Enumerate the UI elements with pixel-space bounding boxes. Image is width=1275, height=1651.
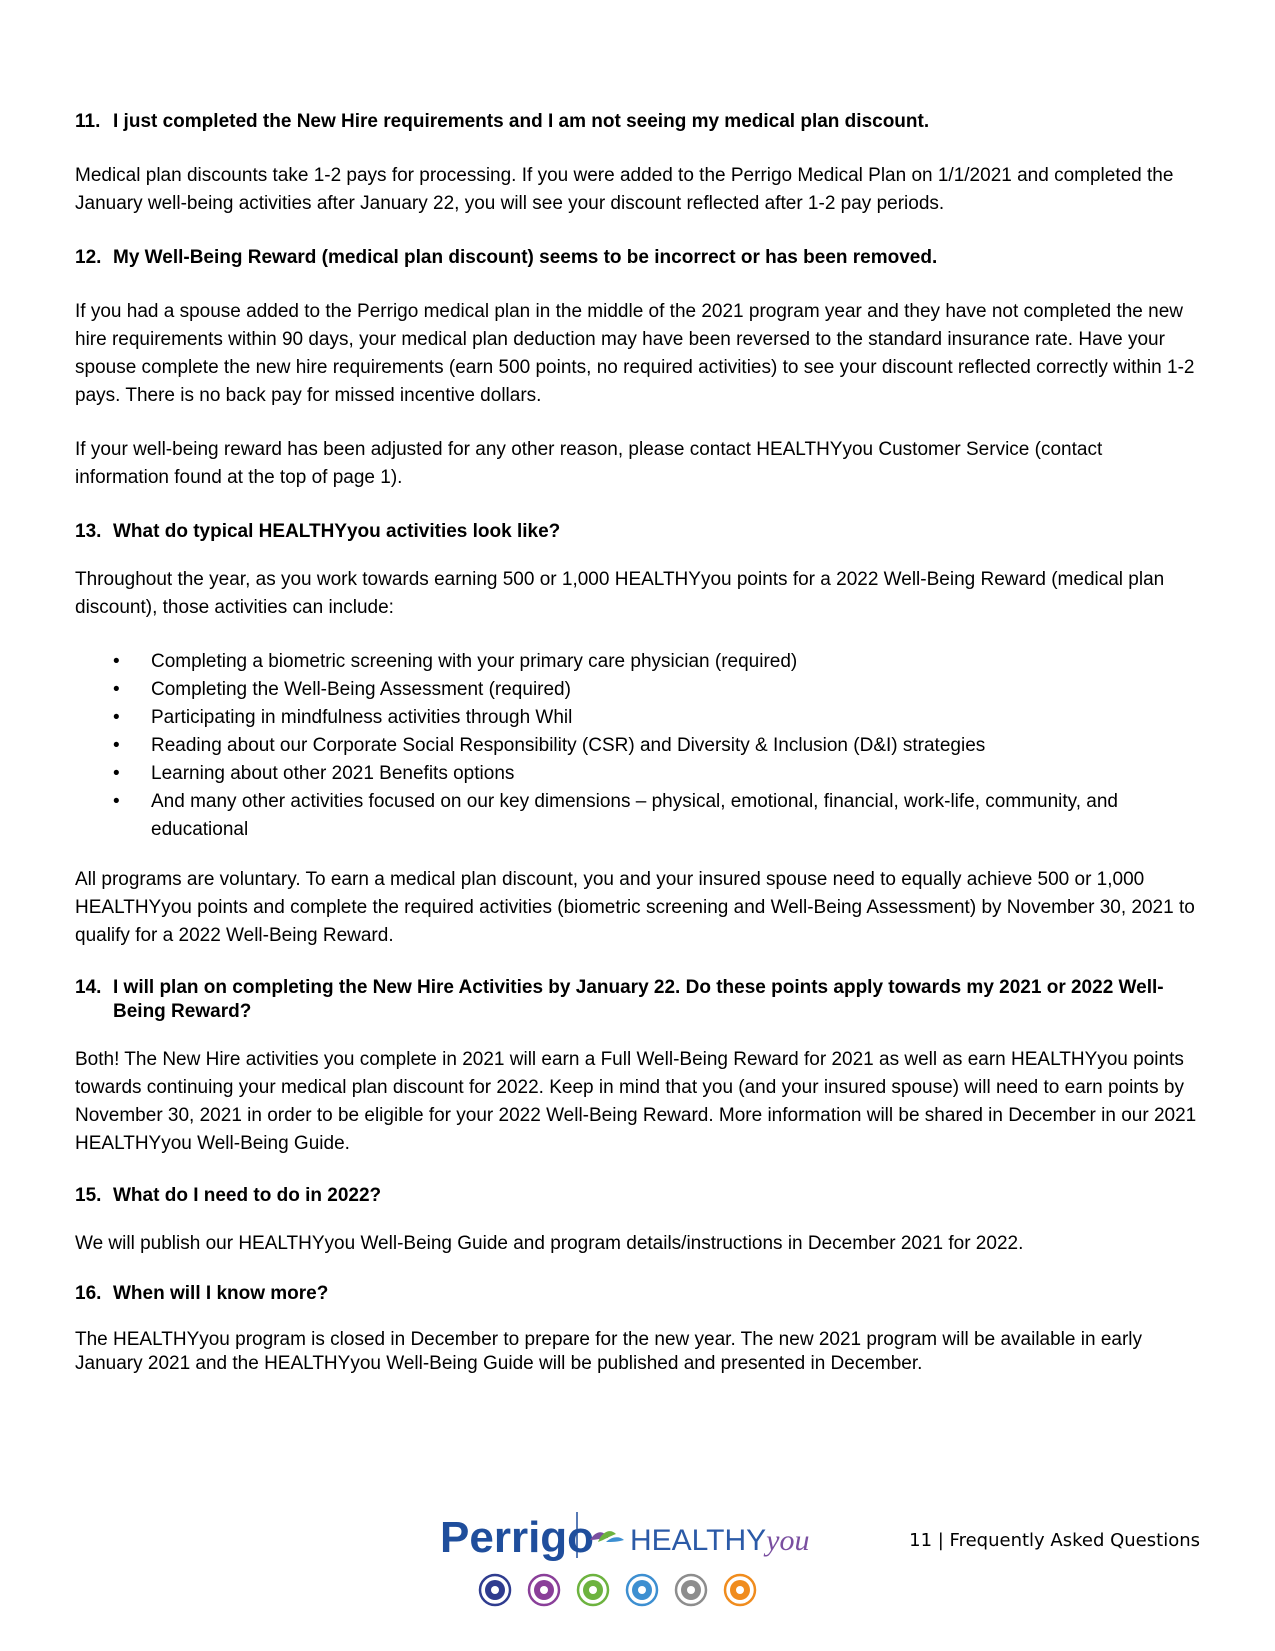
list-item-text: Completing a biometric screening with your primary care physician (required): [151, 651, 798, 672]
bullet-icon: •: [113, 763, 120, 784]
question-heading: [75, 976, 1200, 1024]
question-heading: [75, 1282, 1200, 1306]
answer-paragraph: All programs are voluntary. To earn a medical plan discount, you and your insured spouse need to equally achieve 500 or 1,000 HEALTHYyou points and complete the required activities (biometric screening and Well-Being Assessment) by November 30, 2021 to qualify for a 2022 Well-Being Reward.: [75, 869, 1195, 946]
list-item-text: Learning about other 2021 Benefits options: [151, 763, 515, 784]
answer-paragraph: Medical plan discounts take 1-2 pays for processing. If you were added to the Perrigo Medical Plan on 1/1/2021 and completed the January well-being activities after January 22, you will see your discount reflected after 1-2 pay periods.: [75, 165, 1174, 214]
list-item: [75, 676, 1200, 704]
activity-list: [75, 648, 1200, 844]
page-footer: [0, 1500, 1275, 1630]
faq-item-16: [75, 1282, 1200, 1376]
bullet-icon: •: [113, 707, 120, 728]
faq-item-11: [75, 110, 1200, 218]
emotional-icon: [529, 1575, 559, 1605]
physical-icon: [480, 1575, 510, 1605]
answer-paragraph: If you had a spouse added to the Perrigo medical plan in the middle of the 2021 program year and they have not completed the new hire requirements within 90 days, your medical plan deduction may have been reversed to the standard insurance rate. Have your spouse complete the new hire requirements (earn 500 points, no required activities) to see your discount reflected correctly within 1-2 pays. There is no back pay for missed incentive dollars.: [75, 301, 1195, 406]
financial-icon: [578, 1575, 608, 1605]
work-life-icon: [627, 1575, 657, 1605]
question-number: 15.: [75, 1185, 102, 1206]
question-heading: [75, 246, 1200, 270]
bullet-icon: •: [113, 651, 120, 672]
bullet-icon: •: [113, 735, 120, 756]
question-number: 13.: [75, 521, 102, 542]
faq-page: [75, 110, 1200, 1376]
perrigo-healthyyou-logo: [440, 1500, 820, 1610]
list-item: [75, 732, 1200, 760]
answer-paragraph: Both! The New Hire activities you complete in 2021 will earn a Full Well-Being Reward for 2021 as well as earn HEALTHYyou points towards continuing your medical plan discount for 2022. Keep in mind that you (and your insured spouse) will need to earn points by November 30, 2021 in order to be eligible for your 2022 Well-Being Reward. More information will be shared in December in our 2021 HEALTHYyou Well-Being Guide.: [75, 1049, 1197, 1154]
educational-icon: [725, 1575, 755, 1605]
question-text: When will I know more?: [113, 1283, 329, 1304]
question-number: 14.: [75, 977, 102, 998]
answer-paragraph: The HEALTHYyou program is closed in December to prepare for the new year. The new 2021 program will be available in early January 2021 and the HEALTHYyou Well-Being Guide will be published and presented in December.: [75, 1329, 1142, 1374]
list-item-text: And many other activities focused on our key dimensions – physical, emotional, financial, work-life, community, and educational: [151, 791, 1118, 840]
question-heading: [75, 520, 1200, 544]
answer-paragraph: Throughout the year, as you work towards earning 500 or 1,000 HEALTHYyou points for a 2022 Well-Being Reward (medical plan discount), those activities can include:: [75, 569, 1165, 618]
question-text: What do typical HEALTHYyou activities look like?: [113, 521, 561, 542]
question-text: I just completed the New Hire requirements and I am not seeing my medical plan discount.: [113, 111, 930, 132]
bullet-icon: •: [113, 791, 120, 812]
perrigo-wordmark: Perrigo: [440, 1513, 595, 1562]
question-number: 11.: [75, 111, 101, 132]
list-item-text: Participating in mindfulness activities through Whil: [151, 707, 573, 728]
question-text: I will plan on completing the New Hire Activities by January 22. Do these points apply towards my 2021 or 2022 Well-Being Reward?: [113, 977, 1164, 1022]
leaf-icon: [590, 1531, 624, 1542]
community-icon: [676, 1575, 706, 1605]
list-item-text: Completing the Well-Being Assessment (required): [151, 679, 571, 700]
faq-item-15: [75, 1184, 1200, 1258]
list-item: [75, 788, 1200, 844]
bullet-icon: •: [113, 679, 120, 700]
healthyyou-wordmark: HEALTHYyou: [630, 1524, 810, 1557]
faq-item-13: [75, 520, 1200, 950]
answer-paragraph: If your well-being reward has been adjusted for any other reason, please contact HEALTHYyou Customer Service (contact information found at the top of page 1).: [75, 439, 1103, 488]
question-number: 12.: [75, 247, 102, 268]
list-item-text: Reading about our Corporate Social Responsibility (CSR) and Diversity & Inclusion (D&I) strategies: [151, 735, 986, 756]
question-heading: [75, 110, 1200, 134]
question-number: 16.: [75, 1283, 102, 1304]
list-item: [75, 760, 1200, 788]
page-number-label: 11 | Frequently Asked Questions: [909, 1530, 1200, 1551]
answer-paragraph: We will publish our HEALTHYyou Well-Being Guide and program details/instructions in December 2021 for 2022.: [75, 1233, 1024, 1254]
list-item: [75, 648, 1200, 676]
list-item: [75, 704, 1200, 732]
dimension-icons: [480, 1575, 755, 1605]
faq-item-14: [75, 976, 1200, 1158]
faq-item-12: [75, 246, 1200, 492]
question-text: What do I need to do in 2022?: [113, 1185, 382, 1206]
question-heading: [75, 1184, 1200, 1208]
question-text: My Well-Being Reward (medical plan discount) seems to be incorrect or has been removed.: [113, 247, 938, 268]
